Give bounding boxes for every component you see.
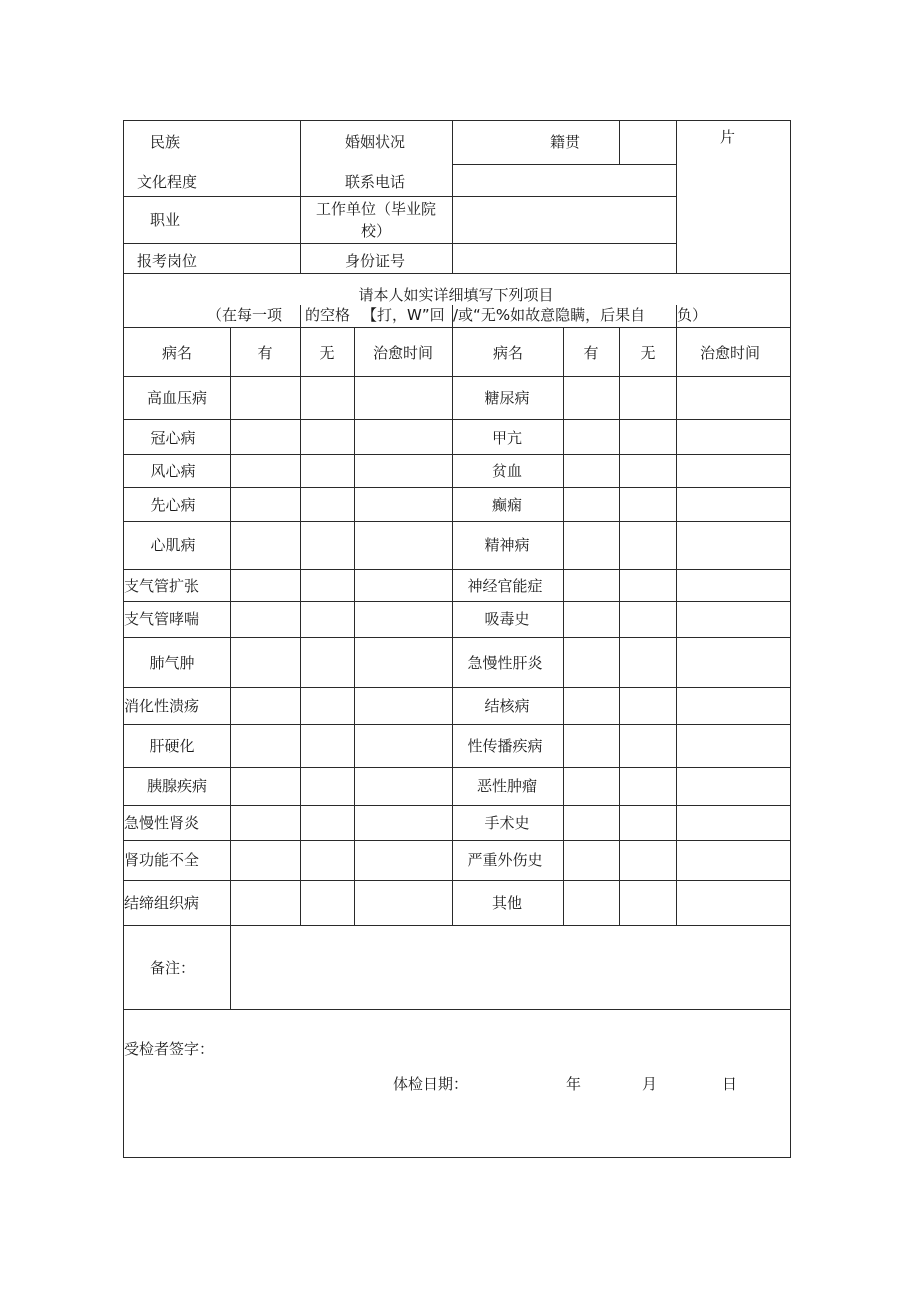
disease-name: 吸毒史: [484, 610, 530, 628]
exam-date-label: 体检日期：: [393, 1075, 469, 1093]
rule: [300, 120, 301, 274]
rule: [123, 569, 791, 570]
rule: [123, 327, 791, 328]
disease-name: 糖尿病: [484, 389, 530, 407]
rule: [123, 521, 791, 522]
border-bottom: [123, 1157, 791, 1158]
workplace-label: 工作单位（毕业院校）: [315, 200, 436, 240]
instruction-title: 请本人如实详细填写下列项目: [358, 286, 554, 304]
disease-name: 支气管扩张: [124, 577, 200, 595]
rule: [619, 120, 620, 165]
rule: [452, 164, 676, 165]
disease-name: 甲亢: [491, 429, 523, 447]
disease-name: 先心病: [150, 496, 196, 514]
rule: [676, 120, 677, 274]
disease-name: 肝硬化: [149, 737, 195, 755]
disease-name: 心肌病: [150, 536, 196, 554]
column-header-disease: 病名: [492, 344, 524, 362]
rule: [123, 724, 791, 725]
education-label: 文化程度: [137, 173, 198, 191]
rule: [123, 925, 791, 926]
disease-name: 恶性肿瘤: [476, 777, 538, 795]
rule: [123, 840, 791, 841]
photo-area[interactable]: [678, 150, 788, 271]
instruction-part: /或“无%如故意隐瞒，后果自: [453, 306, 646, 324]
rule: [354, 327, 355, 926]
disease-name: 风心病: [150, 462, 196, 480]
column-header-disease: 病名: [161, 344, 193, 362]
rule: [123, 273, 791, 274]
rule: [123, 243, 676, 244]
rule: [123, 687, 791, 688]
border-right: [790, 120, 791, 1158]
occupation-label: 职业: [150, 211, 181, 229]
disease-name: 结核病: [484, 697, 530, 715]
workplace-field[interactable]: [454, 198, 674, 241]
instruction-part: 负）: [677, 306, 708, 324]
rule: [452, 327, 453, 926]
border-top: [123, 120, 791, 121]
rule: [123, 880, 791, 881]
rule: [452, 120, 453, 274]
rule: [123, 1009, 791, 1010]
rule: [123, 767, 791, 768]
rule: [300, 327, 301, 926]
rule: [123, 487, 791, 488]
instruction-part: 【打，W”回: [362, 306, 445, 324]
rule: [123, 805, 791, 806]
disease-name: 高血压病: [146, 389, 208, 407]
column-header-no: 无: [319, 344, 335, 362]
disease-name: 冠心病: [150, 429, 196, 447]
remarks-label: 备注：: [150, 959, 196, 977]
disease-name: 神经官能症: [467, 577, 543, 595]
disease-name: 精神病: [484, 536, 530, 554]
marital-status-label: 婚姻状况: [345, 133, 406, 151]
disease-name: 严重外伤史: [467, 851, 543, 869]
disease-name: 支气管哮喘: [124, 610, 200, 628]
column-header-yes: 有: [583, 344, 599, 362]
disease-name: 贫血: [491, 462, 523, 480]
rule: [300, 305, 301, 328]
year-label: 年: [566, 1075, 582, 1093]
disease-name: 肾功能不全: [124, 851, 200, 869]
rule: [123, 376, 791, 377]
column-header-cure-time: 治愈时间: [372, 344, 434, 362]
disease-name: 肺气肿: [149, 654, 195, 672]
ethnicity-field[interactable]: [230, 122, 298, 162]
rule: [676, 327, 677, 926]
phone-field[interactable]: [454, 166, 674, 194]
rule: [123, 601, 791, 602]
disease-name: 胰腺疾病: [146, 777, 208, 795]
disease-name: 癫痫: [491, 496, 523, 514]
phone-label: 联系电话: [345, 173, 406, 191]
rule: [619, 327, 620, 926]
column-header-yes: 有: [257, 344, 273, 362]
border-left: [123, 120, 124, 1158]
disease-name: 急慢性肾炎: [124, 814, 200, 832]
native-place-label: 籍贯: [550, 133, 581, 151]
disease-name: 消化性溃疡: [124, 697, 200, 715]
month-label: 月: [642, 1075, 658, 1093]
rule: [230, 327, 231, 1010]
remarks-field[interactable]: [232, 927, 789, 1008]
rule: [123, 196, 676, 197]
column-header-no: 无: [640, 344, 656, 362]
rule: [123, 454, 791, 455]
disease-name: 性传播疾病: [467, 737, 543, 755]
disease-name: 其他: [491, 894, 523, 912]
signature-label: 受检者签字：: [124, 1040, 215, 1058]
position-label: 报考岗位: [137, 252, 198, 270]
day-label: 日: [722, 1075, 738, 1093]
instruction-part: 的空格: [305, 306, 351, 324]
id-number-field[interactable]: [454, 245, 674, 271]
photo-label: 片: [720, 128, 736, 146]
rule: [563, 327, 564, 926]
instruction-part: （在每一项: [207, 306, 283, 324]
disease-name: 手术史: [484, 814, 530, 832]
disease-name: 结缔组织病: [124, 894, 200, 912]
rule: [123, 637, 791, 638]
column-header-cure-time: 治愈时间: [699, 344, 761, 362]
ethnicity-label: 民族: [150, 133, 181, 151]
native-place-field[interactable]: [621, 122, 674, 162]
id-number-label: 身份证号: [345, 252, 406, 270]
disease-name: 急慢性肝炎: [467, 654, 543, 672]
rule: [123, 419, 791, 420]
